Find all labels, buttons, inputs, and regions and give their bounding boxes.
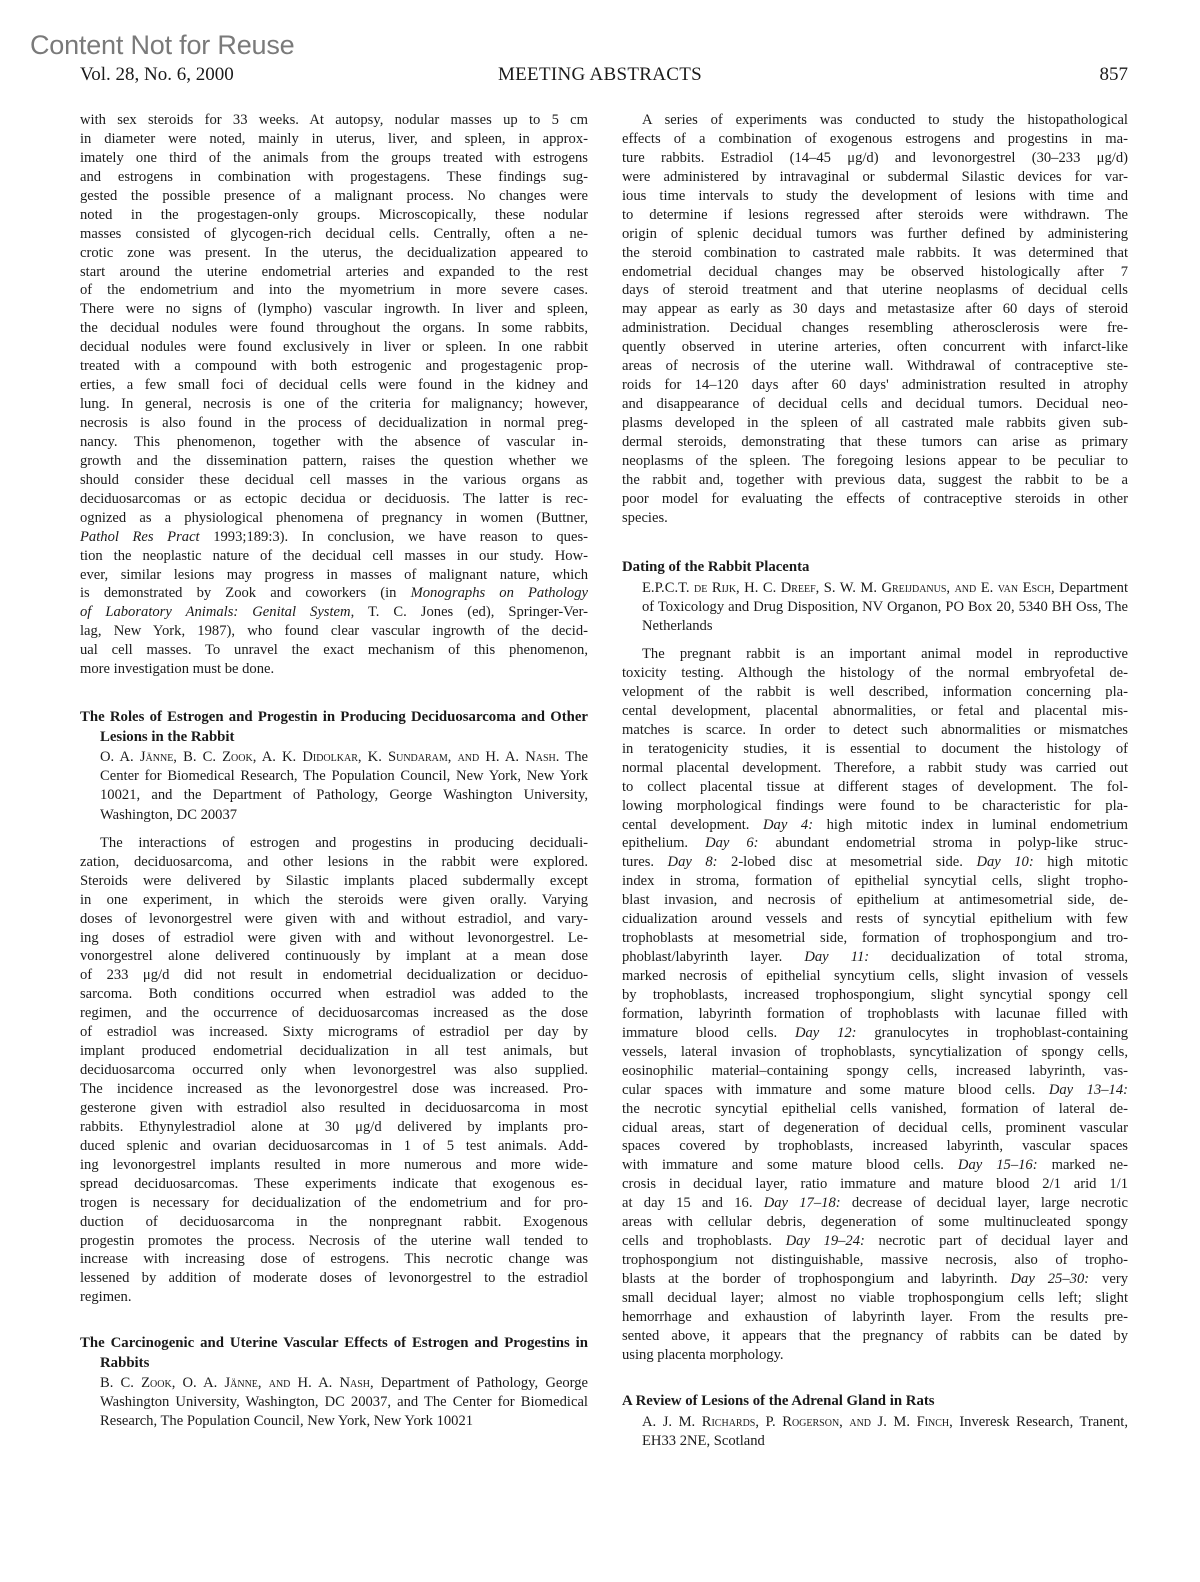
author-affiliation: , Inveresk Research, Tranent, EH33 2NE, Scotland [642,1413,1129,1449]
text-line: Steroids were delivered by Silastic implants placed subdermally except [80,872,588,889]
abstract-authors [80,748,588,825]
abstract-carcinogenic-body [622,111,1128,528]
abstract-dating-placenta [622,558,1128,1365]
text-line: There were no signs of (lympho) vascular ingrowth. In liver and spleen, [80,301,588,318]
text-line: plasms developed in the spleen of all castrated male rabbits given sub- [622,415,1128,431]
text-line: crosis in decidual layer, ratio immature and mature blood 2/1 arid 1/1 [622,1176,1128,1193]
text-line: vonorgestrel alone delivered continuously by implant at a mean dose [80,948,588,965]
text-line: ing levonorgestrel implants resulted in more numerous and more wide- [80,1156,588,1173]
text-line: immature blood cells. Day 12: granulocytes in trophoblast-containing [622,1024,1128,1041]
author-affiliation: . The Center for Biomedical Research, The Population Council, New York, New York 10021, and the Department of Pathology, George Washington University, Washington, DC 20037 [100,749,588,823]
text-line: masses consisted of glycogen-rich decidual cells. Centrally, often a ne- [80,225,588,242]
text-line: index in stroma, formation of epithelial syncytial cells, slight tropho- [622,873,1128,890]
text-line: in diameter were noted, mainly in uterus, liver, and spleen, in approx- [80,130,588,147]
italic-phrase: Day 10: [976,854,1034,871]
text-line: blast invasion, and necrosis of epithelium at antimesometrial side, de- [622,892,1128,909]
text-line: may appear as early as 30 days and metastasize after 60 days of steroid [622,301,1128,318]
text-line: in one experiment, in which the steroids were given orally. Varying [80,891,588,908]
abstract-title: A Review of Lesions of the Adrenal Gland in Rats [622,1393,935,1409]
text-line: and disappearance of decidual cells and decidual tumors. Decidual neo- [622,396,1128,413]
text-line: regimen. [80,1289,132,1306]
text-line: A series of experiments was conducted to study the histopathological [642,112,1128,128]
text-line: cular spaces with immature and some mature blood cells. Day 13–14: [622,1081,1128,1098]
continued-abstract [80,111,588,679]
text-line: dermal steroids, demonstrating that these tumors can arise as primary [622,433,1128,450]
text-line: with immature and some mature blood cells. Day 15–16: marked ne- [622,1157,1128,1174]
text-line: trophoblasts at mesometrial side, formation of trophospongium and tro- [622,930,1128,947]
text-line: the necrotic syncytial epithelial cells vanished, formation of lateral de- [622,1100,1128,1117]
text-line: spread deciduosarcomas. These experiments indicate that exogenous es- [80,1175,588,1192]
text-line: were administered by intravaginal or subdermal Silastic devices for var- [622,168,1128,185]
text-line: doses of levonorgestrel were given with and without estradiol, and vary- [80,910,588,927]
text-line: vessels, lateral invasion of trophoblasts, syncytialization of spongy cells, [622,1043,1128,1060]
text-line: and estrogens in combination with progestagens. These findings sug- [80,168,588,185]
abstract-authors [622,579,1128,637]
text-line: the rabbit and, together with previous data, suggest the rabbit to be a [622,471,1128,488]
abstract-body [80,111,588,679]
author-names: A. J. M. Richards, P. Rogerson, and J. M. Finch [642,1413,950,1430]
text-line: to collect placental tissue at different stages of development. The fol- [622,778,1128,795]
text-line: cidual areas, start of degeneration of decidual cells, prominent vascular [622,1119,1128,1136]
text-line: The pregnant rabbit is an important animal model in reproductive [642,646,1128,663]
text-line: gesterone given with estradiol also resulted in deciduosarcoma in most [80,1099,588,1116]
text-line: areas with cellular debris, degeneration of some multinucleated spongy [622,1214,1128,1231]
italic-phrase: Day 8: [667,854,718,871]
italic-phrase: Day 15–16: [957,1157,1038,1174]
text-line: spaces covered by trophoblasts, increased labyrinth, vascular spaces [622,1138,1128,1155]
text-line: small decidual layer; almost no viable trophospongium cells left; slight [622,1289,1128,1306]
italic-phrase: Monographs on Pathology [410,585,588,602]
abstract-body [622,111,1128,528]
text-line: of 233 μg/d did not result in endometrial decidualization or deciduo- [80,967,588,984]
text-line: formation, labyrinth formation of trophoblasts with lacunae filled with [622,1005,1128,1022]
text-line: phoblast/labyrinth layer. Day 11: decidualization of total stroma, [622,949,1128,966]
text-line: endometrial decidual changes may be observed histologically after 7 [622,263,1128,280]
text-line: with sex steroids for 33 weeks. At autopsy, nodular masses up to 5 cm [80,112,588,128]
text-line: origin of splenic decidual tumors was further defined by administering [622,225,1128,242]
abstract-carcinogenic-effects [80,1334,588,1432]
author-affiliation: , Department of Pathology, George Washington University, Washington, DC 20037, and The Center for Biomedical Research, The Population Council, New York, New York 10021 [100,1375,588,1430]
text-line: of the endometrium and into the myometrium in more severe cases. [80,282,588,299]
text-line: toxicity testing. Although the histology of the normal embryofetal de- [622,665,1128,682]
text-line: duced splenic and ovarian deciduosarcomas in 1 of 5 test animals. Add- [80,1137,588,1154]
text-line: trophospongium not distinguishable, massive necrosis, also of tropho- [622,1252,1128,1269]
running-head: MEETING ABSTRACTS [497,64,703,85]
text-line: matches is scarce. In order to detect such abnormalities or mismatches [622,721,1128,738]
text-line: progestin promotes the process. Necrosis of the uterine wall tended to [80,1232,588,1249]
text-line: should consider these decidual cell masses in the various organs as [80,471,588,488]
text-line: the steroid combination to castrated male rabbits. It was determined that [622,244,1128,261]
italic-phrase: Day 12: [794,1024,857,1041]
text-line: lag, New York, 1987), who found clear vascular ingrowth of the decid- [80,623,588,640]
italic-phrase: Day 6: [705,835,759,852]
text-line: days of steroid treatment and that uterine neoplasms of decidual cells [622,282,1128,299]
text-line: duction of deciduosarcoma in the nonpregnant rabbit. Exogenous [80,1213,588,1230]
abstract-adrenal-lesions [622,1392,1128,1451]
abstract-title: The Carcinogenic and Uterine Vascular Effects of Estrogen and Progestins in Rabbits [80,1335,588,1371]
text-line: ognized as a physiological phenomena of pregnancy in women (Buttner, [80,509,588,526]
author-names: E.P.C.T. de Rijk, H. C. Dreef, S. W. M. Greijdanus, and E. van Esch [642,579,1051,596]
text-line: quently observed in uterine arteries, often concurrent with infarct-like [622,339,1128,356]
text-line: ious time intervals to study the development of lesions with time and [622,187,1128,204]
text-line: Pathol Res Pract 1993;189:3). In conclusion, we have reason to ques- [80,528,588,545]
page-number: 857 [1099,64,1128,85]
text-line: areas of necrosis of the uterine wall. Withdrawal of contraceptive ste- [622,358,1128,375]
text-line: erties, a few small foci of decidual cells were found in the kidney and [80,377,588,394]
italic-phrase: of Laboratory Animals: Genital System [80,604,351,621]
author-names: O. A. Jänne, B. C. Zook, A. K. Didolkar, K. Sundaram, and H. A. Nash [100,749,556,765]
abstract-title: Dating of the Rabbit Placenta [622,559,810,575]
text-line: nancy. This phenomenon, together with the absence of vascular in- [80,433,588,450]
author-affiliation: , Department of Toxicology and Drug Disposition, NV Organon, PO Box 20, 5340 BH Oss, The Netherlands [642,579,1128,634]
text-line: treated with a compound with both estrogenic and progestagenic prop- [80,358,588,375]
text-line: deciduosarcomas or as ectopic decidua or deciduosis. The latter is rec- [80,490,588,507]
text-line: velopment of the rabbit is well described, information concerning pla- [622,683,1128,700]
text-line: cental development. Day 4: high mitotic index in luminal endometrium [622,816,1128,833]
text-line: ing doses of estradiol were given with and without levonorgestrel. Le- [80,929,588,946]
text-line: implant produced endometrial decidualization in all test animals, but [80,1043,588,1060]
text-line: epithelium. Day 6: abundant endometrial stroma in polyp-like struc- [622,835,1128,852]
text-line: necrosis is also found in the process of decidualization in normal preg- [80,415,588,431]
text-line: normal placental development. Therefore, a rabbit study was carried out [622,759,1128,776]
abstract-authors [622,1413,1128,1451]
text-line: lowing morphological findings were found to be characteristic for pla- [622,797,1128,814]
text-line: at day 15 and 16. Day 17–18: decrease of decidual layer, large necrotic [622,1195,1128,1212]
text-line: roids for 14–120 days after 60 days' administration resulted in atrophy [622,377,1128,394]
abstract-body [622,645,1128,1365]
abstract-authors [80,1374,588,1432]
text-line: cidualization around vessels and rests of syncytial epithelium with few [622,911,1128,928]
text-line: marked necrosis of epithelial syncytium cells, slight invasion of vessels [622,968,1128,985]
text-line: species. [622,509,668,526]
text-line: more investigation must be done. [80,661,275,678]
text-line: start around the uterine endometrial arteries and expanded to the rest [80,263,588,280]
text-line: sented above, it appears that the pregnancy of rabbits can be dated by [622,1327,1128,1344]
abstract-title: The Roles of Estrogen and Progestin in Producing Deciduosarcoma and Other Lesions in the Rabbit [80,709,588,745]
text-line: lessened by addition of moderate doses of levonorgestrel to the estradiol [80,1270,588,1287]
text-line: deciduosarcoma occurred only when levonorgestrel was also supplied. [80,1062,588,1079]
text-line: rabbits. Ethynylestradiol alone at 30 μg/d delivered by implants pro- [80,1118,588,1135]
text-line: ture rabbits. Estradiol (14–45 μg/d) and levonorgestrel (30–233 μg/d) [622,149,1128,166]
text-line: The interactions of estrogen and progestins in producing deciduali- [100,834,588,851]
text-line: ual cell masses. To unravel the exact mechanism of this phenomenon, [80,642,588,659]
text-line: ever, similar lesions may progress in masses of malignant nature, which [80,566,588,583]
text-line: of estradiol was increased. Sixty micrograms of estradiol per day by [80,1024,588,1041]
italic-phrase: Pathol Res Pract [80,528,200,545]
italic-phrase: Day 13–14: [1048,1081,1128,1098]
text-line: is demonstrated by Zook and coworkers (in Monographs on Pathology [80,585,588,602]
text-line: hemorrhage and exhaustion of labyrinth layer. From the results pre- [622,1308,1128,1325]
text-line: noted in the progestagen-only groups. Microscopically, these nodular [80,206,588,223]
text-line: lung. In general, necrosis is one of the criteria for malignancy; however, [80,396,588,413]
text-line: regimen, and the occurrence of deciduosarcomas increased as the dose [80,1005,588,1022]
italic-phrase: Day 25–30: [1010,1271,1090,1288]
text-line: tion the neoplastic nature of the decidual cell masses in our study. How- [80,547,588,564]
text-line: effects of a combination of exogenous estrogens and progestins in ma- [622,130,1128,147]
text-line: of Laboratory Animals: Genital System, T. C. Jones (ed), Springer-Ver- [80,604,589,621]
author-names: B. C. Zook, O. A. Jänne, and H. A. Nash [100,1375,371,1391]
text-line: imately one third of the animals from the groups treated with estrogens [80,149,588,166]
text-line: cental development, placental abnormalities, or fetal and placental mis- [622,702,1128,719]
text-line: neoplasms of the spleen. The foregoing lesions appear to be peculiar to [622,452,1128,469]
text-line: to determine if lesions regressed after steroids were withdrawn. The [622,206,1128,223]
text-line: sarcoma. Both conditions occurred when estradiol was added to the [80,986,588,1003]
text-line: the decidual nodules were found throughout the organs. In some rabbits, [80,320,588,337]
text-line: The incidence increased as the levonorgestrel dose was increased. Pro- [80,1081,588,1097]
text-line: increase with increasing dose of estrogens. This necrotic change was [80,1251,588,1268]
text-line: tures. Day 8: 2-lobed disc at mesometrial side. Day 10: high mitotic [622,854,1129,871]
text-line: poor model for evaluating the effects of contraceptive steroids in other [622,490,1128,507]
italic-phrase: Day 4: [763,816,814,833]
text-line: administration. Decidual changes resembling atherosclerosis were fre- [622,320,1128,337]
text-line: using placenta morphology. [622,1346,784,1363]
italic-phrase: Day 17–18: [763,1195,841,1212]
text-line: blasts at the border of trophospongium and labyrinth. Day 25–30: very [622,1271,1128,1288]
text-line: eosinophilic material–containing spongy cells, increased labyrinth, vas- [622,1062,1128,1079]
text-line: crotic zone was present. In the uterus, the decidualization appeared to [80,244,588,261]
italic-phrase: Day 19–24: [785,1233,865,1250]
text-line: decidual nodules were found exclusively in liver or spleen. In one rabbit [80,339,588,356]
italic-phrase: Day 11: [804,949,870,966]
abstract-body [80,834,588,1307]
text-line: gested the possible presence of a malignant process. No changes were [80,187,588,204]
watermark: Content Not for Reuse [30,30,295,60]
text-line: by trophoblasts, increased trophospongium, slight syncytial spongy cell [622,986,1128,1003]
text-line: growth and the dissemination pattern, raises the question whether we [80,452,588,469]
journal-volume: Vol. 28, No. 6, 2000 [80,64,234,85]
abstract-roles-of-estrogen [80,708,588,1307]
text-line: trogen is necessary for decidualization of the endometrium and for pro- [80,1194,588,1211]
text-line: zation, deciduosarcoma, and other lesions in the rabbit were explored. [80,853,588,870]
text-line: in teratogenicity studies, it is essential to document the histology of [622,740,1128,757]
text-line: cells and trophoblasts. Day 19–24: necrotic part of decidual layer and [622,1233,1128,1250]
